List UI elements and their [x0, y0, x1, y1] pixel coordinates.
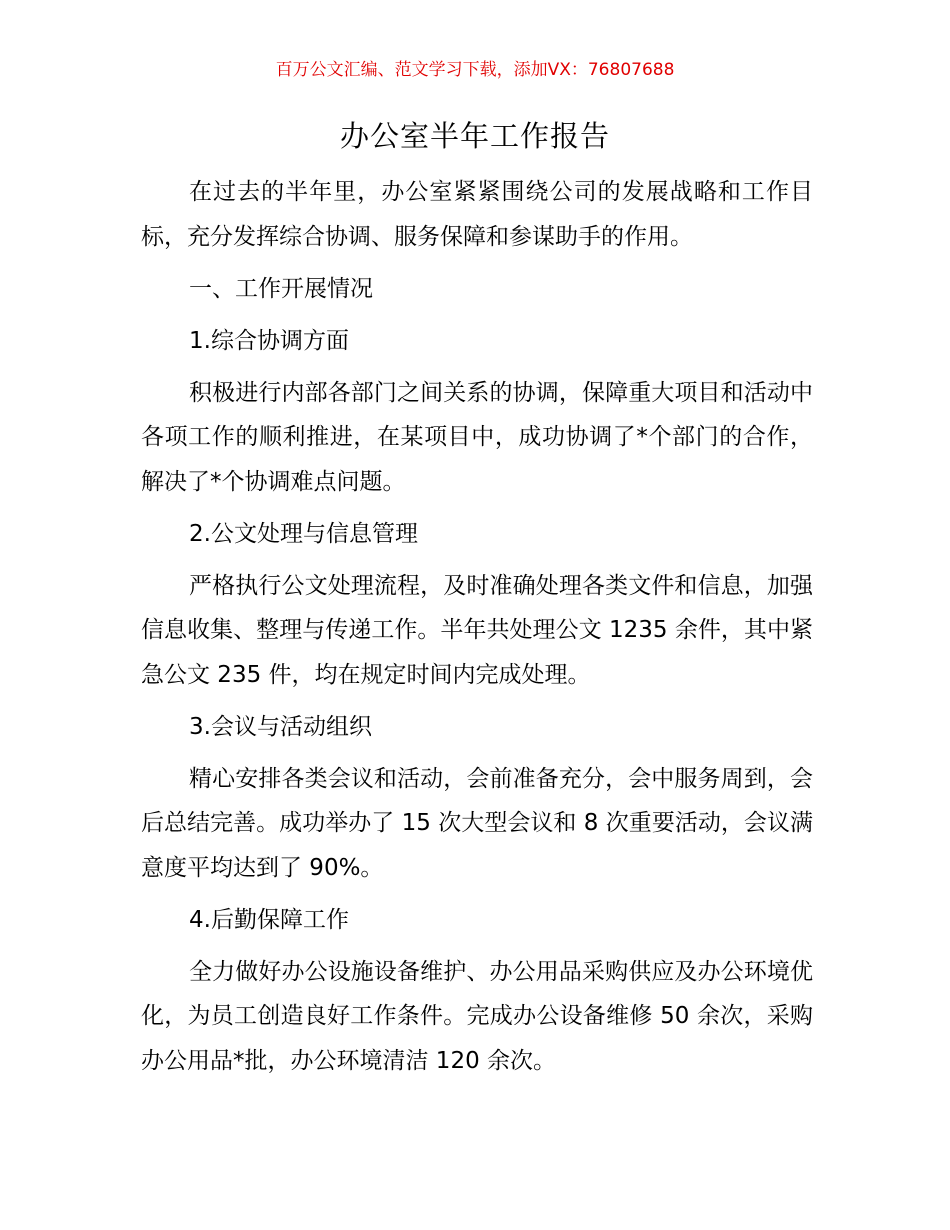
document-title: 办公室半年工作报告	[339, 119, 610, 153]
item-body-coordination: 积极进行内部各部门之间关系的协调，保障重大项目和活动中各项工作的顺利推进，在某项目中，成功协调了*个部门的合作，解决了*个协调难点问题。	[141, 379, 813, 495]
item-heading-document-processing: 2.公文处理与信息管理	[189, 520, 418, 547]
section-heading-work-status: 一、工作开展情况	[189, 275, 373, 302]
document-body	[141, 170, 813, 1091]
item-body-logistics: 全力做好办公设施设备维护、办公用品采购供应及办公环境优化，为员工创造良好工作条件。完成办公设备维修 50 余次，采购办公用品*批，办公环境清洁 120 余次。	[141, 958, 813, 1074]
item-body-document-processing: 严格执行公文处理流程，及时准确处理各类文件和信息，加强信息收集、整理与传递工作。半年共处理公文 1235 余件，其中紧急公文 235 件，均在规定时间内完成处理。	[141, 572, 813, 688]
item-heading-logistics: 4.后勤保障工作	[189, 906, 349, 933]
item-heading-coordination: 1.综合协调方面	[189, 327, 349, 354]
item-heading-meetings: 3.会议与活动组织	[189, 713, 372, 740]
header-watermark-note: 百万公文汇编、范文学习下载，添加VX：76807688	[275, 60, 675, 80]
item-body-meetings: 精心安排各类会议和活动，会前准备充分，会中服务周到，会后总结完善。成功举办了 15 次大型会议和 8 次重要活动，会议满意度平均达到了 90%。	[141, 765, 813, 881]
intro-paragraph: 在过去的半年里，办公室紧紧围绕公司的发展战略和工作目标，充分发挥综合协调、服务保障和参谋助手的作用。	[141, 179, 813, 250]
